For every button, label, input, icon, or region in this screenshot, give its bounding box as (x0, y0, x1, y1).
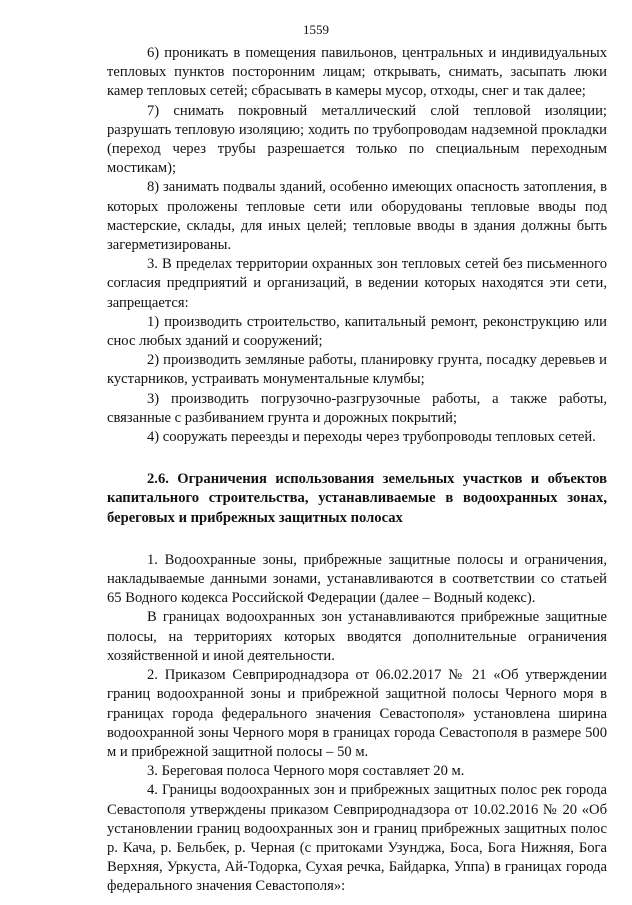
paragraph: 3. В пределах территории охранных зон тепловых сетей без письменного согласия предприятий и организаций, в ведении которых находятся эти сети, запрещается: (107, 256, 607, 311)
section-heading: 2.6. Ограничения использования земельных участков и объектов капитального строительства, устанавливаемые в водоохранных зонах, береговых и прибрежных защитных полосах (107, 471, 607, 526)
paragraph: 3) производить погрузочно-разгрузочные работы, а также работы, связанные с разбиванием грунта и дорожных покрытий; (107, 390, 607, 426)
paragraph: 1) производить строительство, капитальный ремонт, реконструкцию или снос любых зданий и сооружений; (107, 313, 607, 350)
paragraph: 6) проникать в помещения павильонов, центральных и индивидуальных тепловых пунктов посторонним лицам; открывать, снимать, засыпать люки камер тепловых сетей; сбрасывать в камеры мусор, отходы, снег и так далее; (107, 45, 607, 100)
page-number: 1559 (303, 22, 329, 37)
paragraph: В границах водоохранных зон устанавливаются прибрежные защитные полосы, на территориях которых вводятся дополнительные ограничения хозяйственной и иной деятельности. (107, 609, 607, 664)
document-body (107, 44, 607, 897)
paragraph: 7) снимать покровный металлический слой тепловой изоляции; разрушать тепловую изоляцию; ходить по трубопроводам надземной прокладки (переход через трубы разрешается только по специальным переходным мостикам); (107, 102, 607, 177)
paragraph: 2) производить земляные работы, планировку грунта, посадку деревьев и кустарников, устраивать монументальные клумбы; (107, 352, 607, 388)
paragraph: 3. Береговая полоса Черного моря составляет 20 м. (147, 763, 465, 780)
paragraph: 4) сооружать переезды и переходы через трубопроводы тепловых сетей. (147, 429, 596, 446)
paragraph: 8) занимать подвалы зданий, особенно имеющих опасность затопления, в которых проложены тепловые сети или оборудованы тепловые вводы под мастерские, склады, для иных целей; тепловые вводы в здания должны быть загерметизированы. (107, 179, 607, 254)
paragraph: 1. Водоохранные зоны, прибрежные защитные полосы и ограничения, накладываемые данными зонами, устанавливаются в соответствии со статьей 65 Водного кодекса Российской Федерации (далее – Водный кодекс). (107, 551, 607, 607)
paragraph: 2. Приказом Севприроднадзора от 06.02.2017 № 21 «Об утверждении границ водоохранной зоны и прибрежной защитной полосы Черного моря в границах города федерального значения Севастополя» установлена ширина водоохранной зоны Черного моря в границах города Севастополя в размере 500 м и прибрежной защитной полосы – 50 м. (107, 667, 607, 760)
paragraph: 4. Границы водоохранных зон и прибрежных защитных полос рек города Севастополя утверждены приказом Севприроднадзора от 10.02.2016 № 20 «Об установлении границ водоохранных зон и границ прибрежных защитных полос р. Кача, р. Бельбек, р. Черная (с притоками Узунджа, Боса, Бога Нижняя, Бога Верхняя, Уркуста, Ай-Тодорка, Сухая речка, Байдарка, Уппа) в границах города федерального значения Севастополя»: (107, 782, 607, 895)
